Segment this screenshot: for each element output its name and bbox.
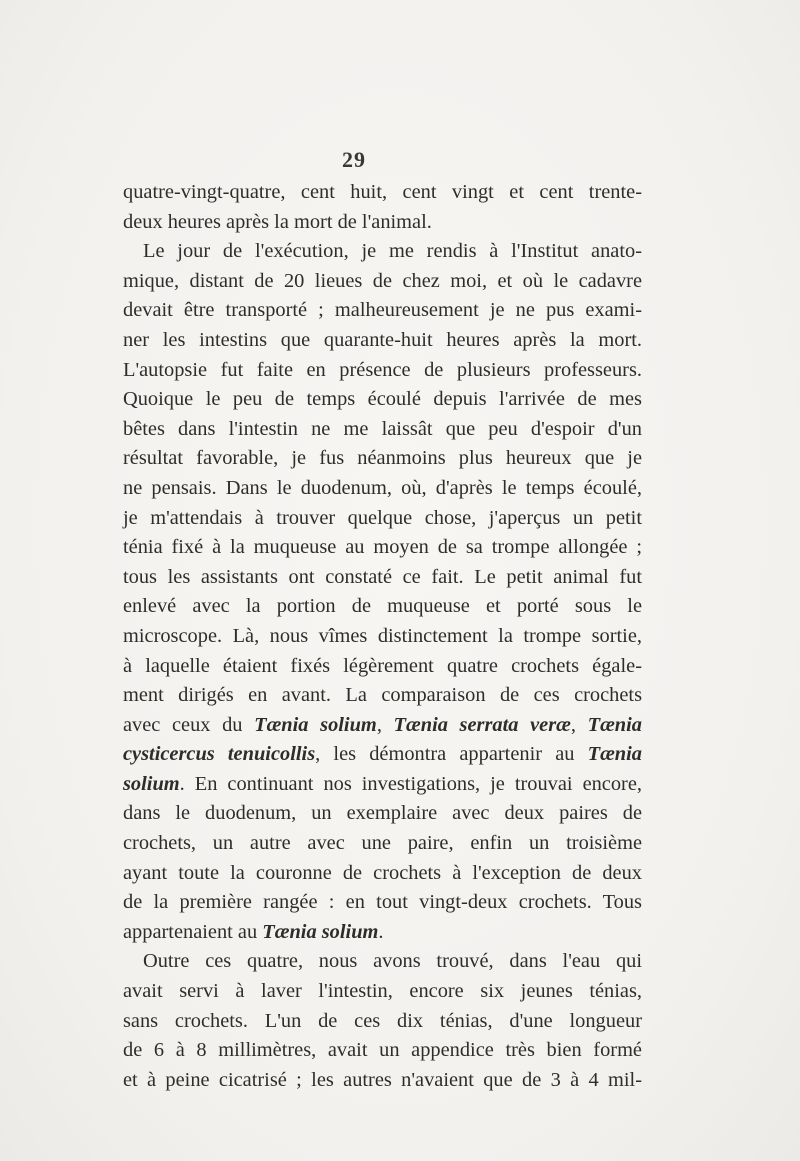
italic-term: Tænia solium <box>254 713 377 736</box>
text-segment: crochets, un autre avec une paire, enfin un troisième <box>123 832 642 855</box>
text-line <box>123 356 642 386</box>
italic-term: Tænia serrata veræ <box>393 713 571 736</box>
text-segment: de 6 à 8 millimètres, avait un appendice très bien formé <box>123 1039 642 1062</box>
text-line <box>123 267 642 297</box>
text-line <box>123 681 642 711</box>
text-line <box>123 799 642 829</box>
text-segment: ayant toute la couronne de crochets à l'exception de deux <box>123 861 642 884</box>
text-segment: devait être transporté ; malheureusement je ne pus exami- <box>123 299 642 322</box>
text-line <box>123 415 642 445</box>
text-line <box>123 533 642 563</box>
text-line <box>123 829 642 859</box>
text-segment: bêtes dans l'intestin ne me laissât que peu d'espoir d'un <box>123 417 642 440</box>
text-line <box>123 237 642 267</box>
text-line <box>123 652 642 682</box>
text-segment: , les démontra appartenir au <box>315 743 588 766</box>
text-segment: quatre-vingt-quatre, cent huit, cent vingt et cent trente- <box>123 181 642 203</box>
text-segment: je m'attendais à trouver quelque chose, j'aperçus un petit <box>123 506 642 529</box>
text-segment: L'autopsie fut faite en présence de plusieurs professeurs. <box>123 358 642 381</box>
text-line <box>123 918 642 948</box>
text-segment: appartenaient au <box>123 920 263 943</box>
text-segment: à laquelle étaient fixés légèrement quatre crochets égale- <box>123 654 642 677</box>
text-line <box>123 1007 642 1037</box>
text-line <box>123 296 642 326</box>
text-line <box>123 859 642 889</box>
text-line <box>123 474 642 504</box>
text-line <box>123 178 642 208</box>
text-segment: résultat favorable, je fus néanmoins plus heureux que je <box>123 447 642 470</box>
text-segment: et à peine cicatrisé ; les autres n'avaient que de 3 à 4 mil- <box>123 1068 642 1091</box>
text-segment: deux heures après la mort de l'animal. <box>123 210 432 233</box>
text-segment: , <box>376 713 394 736</box>
text-segment: avait servi à laver l'intestin, encore six jeunes ténias, <box>123 980 642 1003</box>
text-line <box>123 326 642 356</box>
italic-term: solium <box>123 772 180 795</box>
text-line <box>123 740 642 770</box>
text-line <box>123 622 642 652</box>
text-segment: . En continuant nos investigations, je trouvai encore, <box>179 772 642 795</box>
text-segment: ment dirigés en avant. La comparaison de ces crochets <box>123 684 642 707</box>
text-line <box>123 208 642 238</box>
text-segment: Le jour de l'exécution, je me rendis à l'Institut anato- <box>143 240 642 263</box>
text-segment: tous les assistants ont constaté ce fait. Le petit animal fut <box>123 565 642 588</box>
text-line <box>123 504 642 534</box>
italic-term: cysticercus tenuicollis <box>123 743 316 766</box>
text-line <box>123 563 642 593</box>
text-line <box>123 977 642 1007</box>
text-line <box>123 711 642 741</box>
text-line <box>123 770 642 800</box>
text-segment: Quoique le peu de temps écoulé depuis l'arrivée de mes <box>123 388 642 411</box>
text-line <box>123 385 642 415</box>
text-line <box>123 444 642 474</box>
text-line <box>123 888 642 918</box>
text-segment: ténia fixé à la muqueuse au moyen de sa trompe allongée ; <box>123 536 642 559</box>
page-number: 29 <box>342 147 366 172</box>
text-line <box>123 1036 642 1066</box>
text-segment: sans crochets. L'un de ces dix ténias, d'une longueur <box>123 1009 642 1032</box>
italic-term: Tænia solium <box>262 920 379 943</box>
text-segment: Outre ces quatre, nous avons trouvé, dans l'eau qui <box>143 950 642 973</box>
italic-term: Tænia <box>587 743 642 766</box>
text-segment: , <box>570 713 588 736</box>
text-segment: . <box>378 920 384 943</box>
text-line <box>123 947 642 977</box>
text-segment: de la première rangée : en tout vingt-deux crochets. Tous <box>123 891 642 914</box>
body-text <box>123 178 642 1095</box>
text-segment: ner les intestins que quarante-huit heures après la mort. <box>123 328 642 351</box>
text-segment: dans le duodenum, un exemplaire avec deux paires de <box>123 802 642 825</box>
text-line <box>123 1066 642 1096</box>
text-segment: microscope. Là, nous vîmes distinctement la trompe sortie, <box>123 624 642 647</box>
text-line <box>123 592 642 622</box>
italic-term: Tænia <box>587 713 642 736</box>
text-segment: enlevé avec la portion de muqueuse et porté sous le <box>123 595 642 618</box>
text-segment: ne pensais. Dans le duodenum, où, d'après le temps écoulé, <box>123 476 642 499</box>
text-segment: avec ceux du <box>123 713 255 736</box>
text-segment: mique, distant de 20 lieues de chez moi, et où le cadavre <box>123 269 642 292</box>
